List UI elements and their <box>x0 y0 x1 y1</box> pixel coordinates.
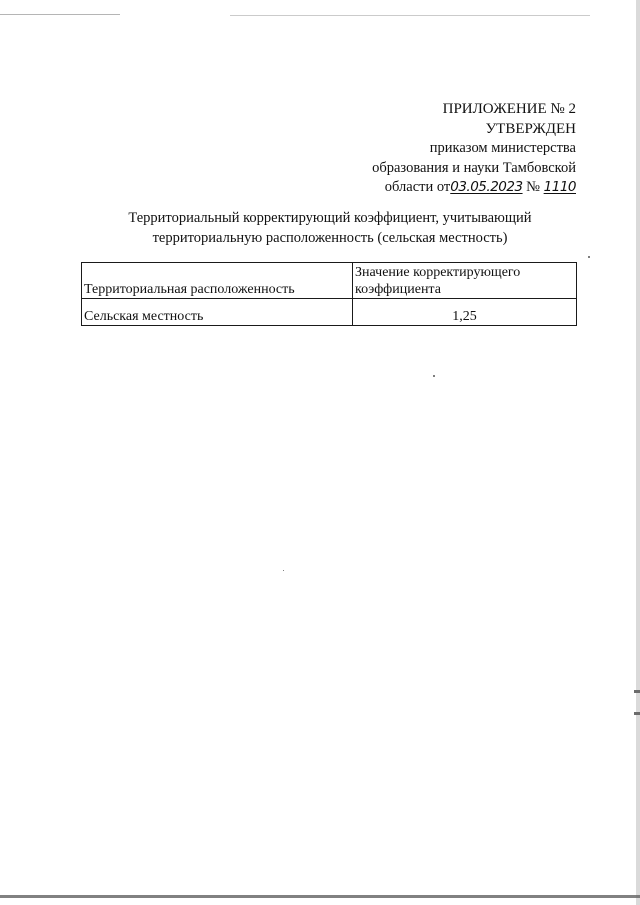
order-number: 1110 <box>543 179 576 195</box>
scan-speck <box>588 256 590 258</box>
order-date-line <box>372 178 576 198</box>
scan-edge-bottom <box>0 895 640 898</box>
cell-location: Сельская местность <box>82 299 353 326</box>
region-prefix: области от <box>384 179 451 195</box>
order-date: 03.05.2023 <box>450 179 523 195</box>
scan-mark-right-2 <box>634 712 640 715</box>
order-line-2: образования и науки Тамбовской <box>372 159 576 176</box>
scan-mark-right-1 <box>634 690 640 693</box>
header-coefficient: Значение корректирующего коэффициента <box>353 263 577 299</box>
table-header-row <box>82 263 577 299</box>
order-line-1: приказом министерства <box>429 140 576 156</box>
coefficient-table <box>81 262 577 326</box>
approved-label: УТВЕРЖДЕН <box>485 120 576 137</box>
number-prefix: № <box>526 179 541 195</box>
scan-edge-right <box>636 0 640 905</box>
scan-edge-top-mid <box>230 15 590 16</box>
approval-block <box>372 100 576 198</box>
title-line-2: территориальную расположенность (сельская местность) <box>152 229 508 246</box>
document-title <box>90 209 570 248</box>
scan-speck <box>433 375 435 377</box>
cell-coefficient: 1,25 <box>353 299 577 326</box>
title-line-1: Территориальный корректирующий коэффициент, учитывающий <box>128 210 532 226</box>
appendix-number: ПРИЛОЖЕНИЕ № 2 <box>442 101 576 117</box>
scan-speck <box>283 570 284 571</box>
header-location: Территориальная расположенность <box>82 263 353 299</box>
scan-edge-top <box>0 14 120 15</box>
table-row <box>82 299 577 326</box>
